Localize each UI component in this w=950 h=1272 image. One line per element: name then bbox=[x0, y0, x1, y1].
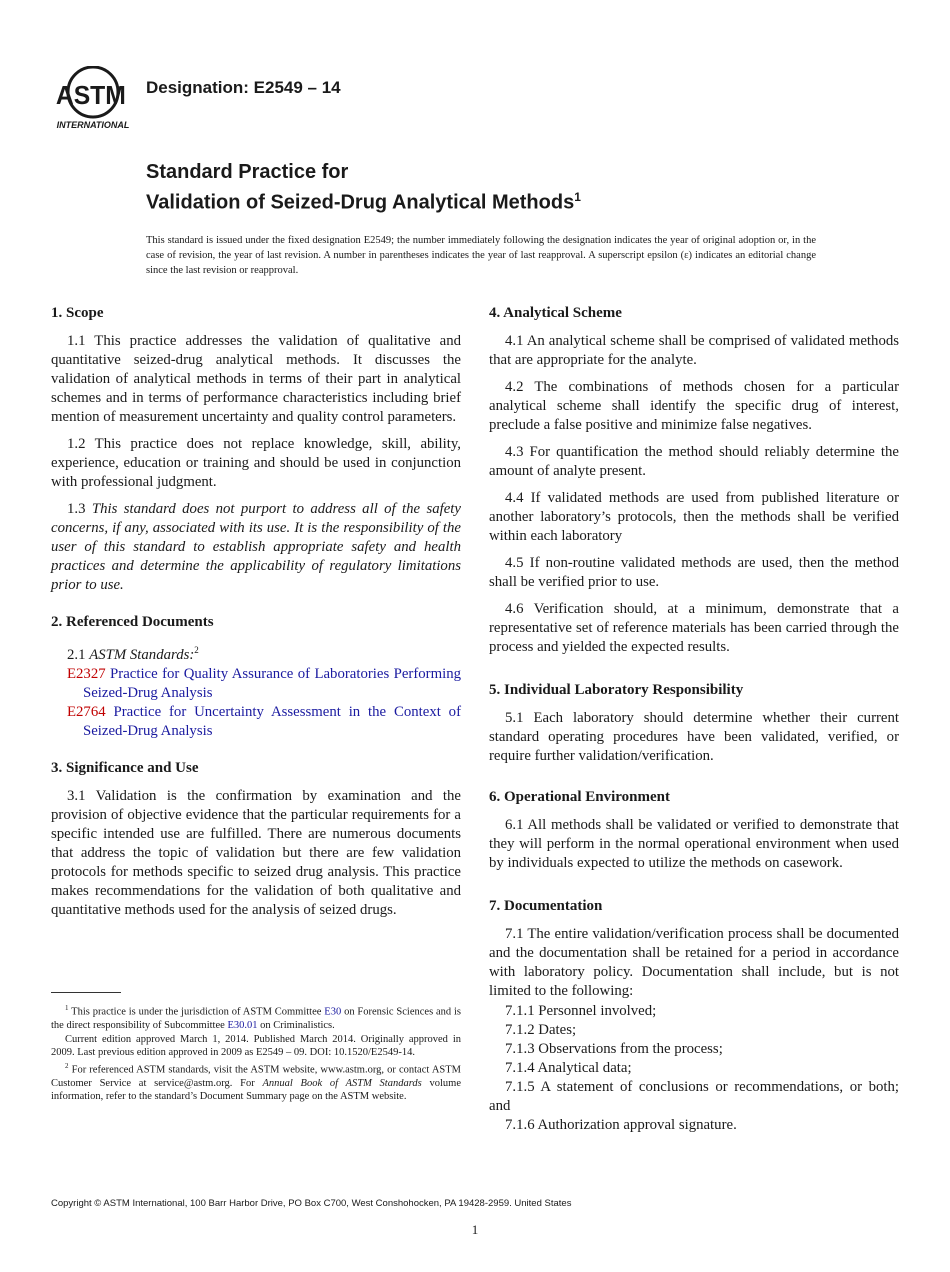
section-heading-lab: 5. Individual Laboratory Responsibility bbox=[489, 682, 744, 698]
astm-standards-label: 2.1 ASTM Standards:$^2$ bbox=[67, 645, 199, 663]
paragraph-4-6: 4.6 Verification should, at a minimum, demonstrate that a representative set of reference materials has been carried through the process and yielded the expected results. bbox=[489, 601, 899, 655]
title-line-1: Standard Practice for bbox=[146, 161, 349, 183]
reference-title-link[interactable]: Practice for Quality Assurance of Laboratories Performing Seized-Drug Analysis bbox=[83, 665, 461, 701]
reference-code[interactable]: E2764 bbox=[67, 703, 106, 720]
designation: Designation: E2549 – 14 bbox=[146, 78, 341, 97]
paragraph-4-3: 4.3 For quantification the method should reliably determine the amount of analyte present. bbox=[489, 444, 899, 479]
section-heading-scope: 1. Scope bbox=[51, 305, 104, 321]
paragraph-4-1: 4.1 An analytical scheme shall be comprised of validated methods that are appropriate for the analyte. bbox=[489, 333, 899, 368]
reference-e2327[interactable] bbox=[51, 665, 461, 703]
title-line-2: Validation of Seized-Drug Analytical Methods$^1$ bbox=[146, 190, 581, 214]
issuance-note: This standard is issued under the fixed designation E2549; the number immediately following the designation indicates the year of original adoption or, in the case of revision, the year of last revision. A number in parentheses indicates the year of last reapproval. A superscript epsilon (ε) indicates an editorial change since the last revision or reapproval. bbox=[146, 235, 816, 276]
footnote-divider bbox=[51, 992, 121, 993]
list-item: 7.1.2 Dates; bbox=[505, 1022, 577, 1038]
list-item: 7.1.5 A statement of conclusions or recommendations, or both; and bbox=[489, 1079, 899, 1114]
paragraph-1-3: 1.3 This standard does not purport to address all of the safety concerns, if any, associated with its use. It is the responsibility of the user of this standard to establish appropriate safety and health practices and determine the applicability of regulatory limitations prior to use. bbox=[51, 501, 461, 593]
document-title bbox=[146, 160, 581, 216]
page-number: 1 bbox=[471, 1222, 479, 1237]
paragraph-1-2: 1.2 This practice does not replace knowledge, skill, ability, experience, education or training and should be used in conjunction with professional judgment. bbox=[51, 436, 461, 490]
section-heading-significance: 3. Significance and Use bbox=[51, 759, 199, 776]
committee-link[interactable]: E30 bbox=[324, 1006, 342, 1018]
list-item: 7.1.4 Analytical data; bbox=[505, 1060, 632, 1076]
list-item: 7.1.3 Observations from the process; bbox=[505, 1041, 723, 1057]
section-heading-referenced: 2. Referenced Documents bbox=[51, 614, 214, 630]
footnote-1: $^1$ This practice is under the jurisdiction of ASTM Committee E30 on Forensic Sciences and is the direct responsibility of Subcommittee E30.01 on Criminalistics. bbox=[51, 1004, 462, 1031]
paragraph-7-1: 7.1 The entire validation/verification process shall be documented and the documentation shall be retained for a period in accordance with laboratory policy. Documentation shall include, but is not limited to the following: bbox=[489, 926, 899, 999]
list-item: 7.1.6 Authorization approval signature. bbox=[505, 1117, 737, 1133]
list-item: 7.1.1 Personnel involved; bbox=[505, 1003, 657, 1019]
reference-e2764[interactable] bbox=[51, 703, 461, 741]
paragraph-3-1: 3.1 Validation is the confirmation by examination and the provision of objective evidence that the particular requirements for a specific intended use are fulfilled. There are numerous documents that address the topic of validation but there are few validation protocols for methods specific to seized drug analysis. This practice makes recommendations for the validation of both qualitative and quantitative methods used for the analysis of seized drugs. bbox=[51, 787, 461, 918]
footnote-2: $^2$ For referenced ASTM standards, visit the ASTM website, www.astm.org, or contact ASTM Customer Service at service@astm.org. For Annual Book of ASTM Standards volume information, refer to the standard’s Document Summary page on the ASTM website. bbox=[51, 1061, 462, 1102]
paragraph-5-1: 5.1 Each laboratory should determine whether their current standard operating procedures have been validated, verified, or require further validation/verification. bbox=[489, 710, 899, 764]
paragraph-1-1: 1.1 This practice addresses the validation of qualitative and quantitative seized-drug analytical methods. It discusses the validation of analytical methods in terms of their part in analytical schemes and in terms of performance characteristics including brief mention of measurement uncertainty and quality control parameters. bbox=[51, 333, 461, 425]
paragraph-4-4: 4.4 If validated methods are used from published literature or another laboratory’s protocols, then the methods shall be verified within each laboratory bbox=[489, 490, 899, 544]
paragraph-4-5: 4.5 If non-routine validated methods are used, then the method shall be verified prior to use. bbox=[489, 555, 899, 590]
title-footnote-mark: 1 bbox=[574, 190, 581, 204]
subcommittee-link[interactable]: E30.01 bbox=[227, 1020, 258, 1031]
section-heading-documentation: 7. Documentation bbox=[489, 898, 603, 914]
astm-logo bbox=[50, 66, 136, 132]
logo-subtext: INTERNATIONAL bbox=[56, 120, 130, 130]
reference-title-link[interactable]: Practice for Uncertainty Assessment in the Context of Seized-Drug Analysis bbox=[83, 703, 462, 739]
reference-code[interactable]: E2327 bbox=[67, 665, 106, 682]
paragraph-6-1: 6.1 All methods shall be validated or verified to demonstrate that they will perform in the normal operational environment when used by individuals expected to utilize the methods on casework. bbox=[489, 817, 899, 871]
left-column bbox=[51, 304, 461, 928]
footnote-edition: Current edition approved March 1, 2014. Published March 2014. Originally approved in 2009. Last previous edition approved in 2009 as E2549 – 09. DOI: 10.1520/E2549-14. bbox=[51, 1033, 461, 1058]
footnotes bbox=[51, 1002, 461, 1104]
copyright-notice: Copyright © ASTM International, 100 Barr Harbor Drive, PO Box C700, West Conshohocken, PA 19428-2959. United States bbox=[51, 1198, 572, 1209]
right-column bbox=[489, 304, 899, 1135]
paragraph-4-2: 4.2 The combinations of methods chosen for a particular analytical scheme shall identify the specific drug of interest, preclude a false positive and minimize false negatives. bbox=[489, 379, 899, 433]
safety-caveat: This standard does not purport to address all of the safety concerns, if any, associated with its use. It is the responsibility of the user of this standard to establish appropriate safety and health practices and determine the applicability of regulatory limitations prior to use. bbox=[51, 501, 461, 593]
section-heading-environment: 6. Operational Environment bbox=[489, 789, 670, 805]
logo-text: ASTM bbox=[55, 81, 126, 111]
section-heading-scheme: 4. Analytical Scheme bbox=[489, 305, 622, 321]
